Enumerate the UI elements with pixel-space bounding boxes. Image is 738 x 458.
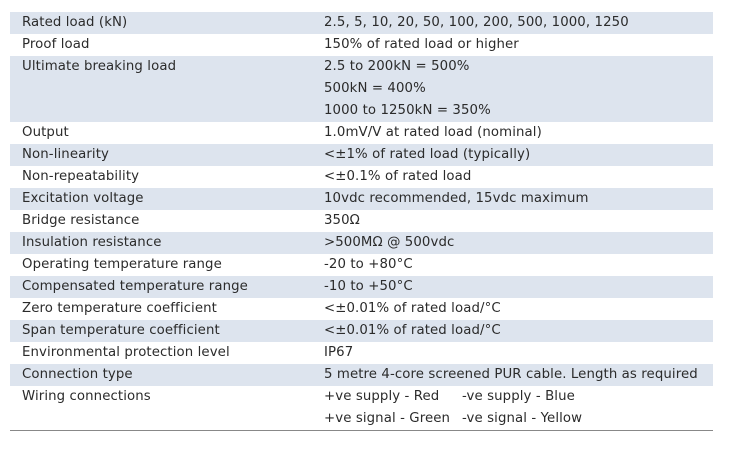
spec-value: [312, 188, 713, 210]
spec-label: Compensated temperature range: [22, 279, 248, 294]
spec-row: [10, 12, 713, 34]
spec-label: Bridge resistance: [22, 213, 140, 228]
spec-row: [10, 34, 713, 56]
spec-value-line: <±1% of rated load (typically): [324, 147, 531, 162]
spec-value: [312, 56, 713, 122]
spec-row: [10, 364, 713, 386]
spec-row-wiring-connections: [10, 386, 713, 430]
spec-value: [312, 298, 713, 320]
spec-row: [10, 166, 713, 188]
spec-value-line: <±0.01% of rated load/°C: [324, 323, 501, 338]
spec-value: [312, 342, 713, 364]
spec-row: [10, 56, 713, 122]
spec-value-line: 5 metre 4-core screened PUR cable. Length as required: [324, 367, 698, 382]
spec-value: [312, 210, 713, 232]
spec-value-line: 1.0mV/V at rated load (nominal): [324, 125, 542, 140]
spec-value-line: 2.5 to 200kN = 500%: [324, 59, 470, 74]
spec-value-line: >500MΩ @ 500vdc: [324, 235, 455, 250]
spec-value: [312, 34, 713, 56]
spec-value: [312, 254, 713, 276]
spec-value-line: 350Ω: [324, 213, 360, 228]
wiring-supply-negative: -ve supply - Blue: [462, 389, 575, 404]
wiring-line-signal: [324, 408, 713, 430]
spec-value-line: <±0.1% of rated load: [324, 169, 472, 184]
spec-value: [312, 320, 713, 342]
spec-label: Non-linearity: [22, 147, 109, 162]
spec-row: [10, 210, 713, 232]
spec-row: [10, 188, 713, 210]
spec-value-line: 2.5, 5, 10, 20, 50, 100, 200, 500, 1000, 1250: [324, 15, 629, 30]
wiring-signal-positive: +ve signal - Green: [324, 411, 451, 426]
spec-label: Wiring connections: [22, 389, 151, 404]
spec-value-line: 150% of rated load or higher: [324, 37, 519, 52]
spec-value: [312, 386, 713, 430]
spec-row: [10, 298, 713, 320]
spec-value: [312, 364, 713, 386]
spec-label: Operating temperature range: [22, 257, 222, 272]
spec-value-line: 10vdc recommended, 15vdc maximum: [324, 191, 589, 206]
spec-label: Insulation resistance: [22, 235, 162, 250]
wiring-line-supply: [324, 386, 713, 408]
spec-value: [312, 122, 713, 144]
spec-value: [312, 12, 713, 34]
spec-value: [312, 232, 713, 254]
spec-table: [10, 12, 713, 431]
spec-label: Non-repeatability: [22, 169, 140, 184]
wiring-signal-negative: -ve signal - Yellow: [462, 411, 583, 426]
spec-rows: [10, 12, 713, 386]
spec-value-line: <±0.01% of rated load/°C: [324, 301, 501, 316]
spec-row: [10, 320, 713, 342]
spec-row: [10, 276, 713, 298]
spec-label: Proof load: [22, 37, 90, 52]
spec-value: [312, 276, 713, 298]
spec-value-line: IP67: [324, 345, 354, 360]
spec-label: Ultimate breaking load: [22, 59, 177, 74]
spec-label: Zero temperature coefficient: [22, 301, 217, 316]
spec-label: Connection type: [22, 367, 133, 382]
spec-label: Environmental protection level: [22, 345, 230, 360]
spec-row: [10, 342, 713, 364]
spec-value: [312, 166, 713, 188]
spec-value-line: 500kN = 400%: [324, 81, 426, 96]
spec-value-line: -20 to +80°C: [324, 257, 413, 272]
wiring-supply-positive: +ve supply - Red: [324, 389, 440, 404]
spec-row: [10, 122, 713, 144]
spec-value-line: 1000 to 1250kN = 350%: [324, 103, 491, 118]
spec-row: [10, 254, 713, 276]
spec-row: [10, 144, 713, 166]
spec-label: Rated load (kN): [22, 15, 128, 30]
spec-label: Span temperature coefficient: [22, 323, 220, 338]
spec-value: [312, 144, 713, 166]
spec-label: Excitation voltage: [22, 191, 144, 206]
spec-value-line: -10 to +50°C: [324, 279, 413, 294]
spec-label: Output: [22, 125, 69, 140]
spec-row: [10, 232, 713, 254]
